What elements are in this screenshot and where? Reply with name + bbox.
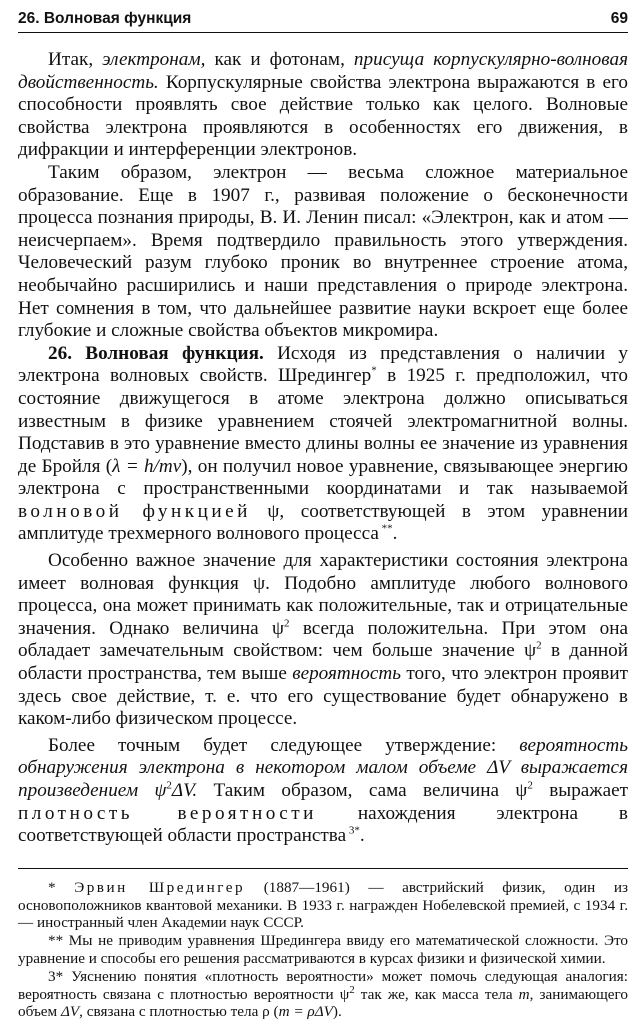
footnote-text: Мы не приводим уравнения Шредингера ввиду его математической сложности. Это уравнение и способы его решения рассматриваются в курсах физики и физической химии. xyxy=(18,932,629,967)
text-run: в 1925 г. предположил, что состояние движущегося в атоме электрона должно описываться известным в физике уравнением стоячей электромагнитной волны. Подставив в это уравнение вместо длины волны ее значение из уравнения де Бройля ( xyxy=(18,365,628,477)
spaced-term: плотность вероятности xyxy=(18,802,317,824)
italic-statement: вероятность обнаружения электрона в некотором малом объеме ΔV выражается произведением ψ xyxy=(18,734,628,801)
footnote-text: , занимающего объем xyxy=(18,985,628,1021)
text-run: Таким образом, электрон — весьма сложное материальное образование. Еще в 1907 г., развивая положение о бесконечности процесса познания природы, В. И. Ленин писал: «Электрон, как и атом — неисчерпаем». Время подтвердило правильность этого утверждения. Человеческий разум глубоко проник во внутреннее строение атома, необычайно расширились и наши представления о природе электрона. Нет сомнения в том, что дальнейшее развитие науки вскроет еще более глубокие и сложные свойства объектов микромира. xyxy=(18,161,628,342)
text-run: Корпускулярные свойства электрона выражаются в его способности проявлять свое действие только как целого. Волновые свойства электрона проявляются в особенностях его движения, в дифракции и интерференции электронов. xyxy=(18,71,628,161)
footnote-ref-2: ** xyxy=(378,523,393,536)
italic-term: электронам, xyxy=(102,49,206,70)
paragraph-4 xyxy=(18,550,628,731)
spaced-name: Эрвин Шредингер xyxy=(74,878,246,896)
text-run: как и фотонам, xyxy=(205,49,354,70)
paragraph-3 xyxy=(18,343,628,546)
text-run: всегда положительна. При этом она обладает замечательным свойством: чем больше значение ψ xyxy=(18,617,628,662)
paragraph-1 xyxy=(18,49,628,162)
density-formula: m = ρΔV xyxy=(278,1003,333,1021)
footnote-divider xyxy=(18,868,628,869)
running-header xyxy=(18,10,628,33)
page-number: 69 xyxy=(610,10,628,27)
paragraph-5 xyxy=(18,735,628,848)
footnote-1 xyxy=(18,879,628,932)
text-run: нахождения электрона в соответствующей области пространства xyxy=(18,802,628,847)
footnote-text: (1887—1961) — австрийский физик, один из основоположников квантовой механики. В 1933 г. награжден Нобелевской премией, с 1934 г. — иностранный член Академии наук СССР. xyxy=(18,878,629,932)
superscript: 2 xyxy=(166,779,172,792)
superscript: 2 xyxy=(349,983,355,996)
footnote-text: , связана с плотностью тела ρ ( xyxy=(79,1003,279,1021)
superscript: 2 xyxy=(527,779,533,792)
period: . xyxy=(392,523,398,545)
text-run: выражает xyxy=(532,780,628,801)
psi-symbol: ψ, xyxy=(250,500,285,522)
superscript: 2 xyxy=(536,640,542,653)
text-run: того, что электрон проявит здесь свое действие, т. е. что его существование будет обнаружено в каком-либо физическом процессе. xyxy=(18,663,628,730)
footnote-mark: * xyxy=(48,878,75,896)
text-run: в данной области пространства, тем выше xyxy=(18,640,628,685)
period: . xyxy=(359,825,365,847)
superscript: 2 xyxy=(284,617,290,630)
text-run: ), он получил новое уравнение, связывающее энергию электрона с пространственными координатами и так называемой xyxy=(18,455,629,500)
text-run: Особенно важное значение для характеристики состояния электрона имеет волновая функция ψ. Подобно амплитуде любого волнового процесса, она может принимать как положительные, так и отрицательные значения. Однако величина ψ xyxy=(18,550,628,639)
footnote-text: ). xyxy=(332,1003,342,1021)
footnote-3 xyxy=(18,968,628,1021)
section-heading: 26. Волновая функция. xyxy=(48,342,264,364)
text-run: Более точным будет следующее утверждение: xyxy=(48,734,520,756)
italic-statement: присуща корпускулярно-волновая двойственность. xyxy=(18,49,628,93)
text-run: соответствующей в этом уравнении амплитуде трехмерного волнового процесса xyxy=(18,500,628,545)
footnote-ref-1: * xyxy=(371,364,377,377)
footnote-text: так же, как масса тела xyxy=(354,985,519,1003)
footnote-ref-3: 3* xyxy=(346,824,360,837)
footnote-mark: 3* xyxy=(48,967,72,985)
de-broglie-formula: λ = h/mv xyxy=(112,455,182,477)
mass-symbol: m xyxy=(518,985,530,1003)
section-title: 26. Волновая функция xyxy=(18,10,192,27)
italic-term: вероятность xyxy=(292,663,402,685)
italic-statement: ΔV. xyxy=(171,780,198,801)
footnote-mark: ** xyxy=(48,932,69,950)
paragraph-2 xyxy=(18,162,628,343)
text-run: Таким образом, сама величина ψ xyxy=(197,780,528,801)
volume-symbol: ΔV xyxy=(60,1003,80,1021)
text-run: Итак, xyxy=(48,49,103,70)
footnote-text: Уяснению понятия «плотность вероятности» может помочь следующая аналогия: вероятность связана с плотностью вероятности ψ xyxy=(18,967,628,1003)
text-run: Исходя из представления о наличии у электрона волновых свойств. Шредингер xyxy=(18,342,628,387)
spaced-term: волновой функцией xyxy=(18,500,251,522)
main-text xyxy=(18,49,628,848)
footnote-2 xyxy=(18,932,628,968)
